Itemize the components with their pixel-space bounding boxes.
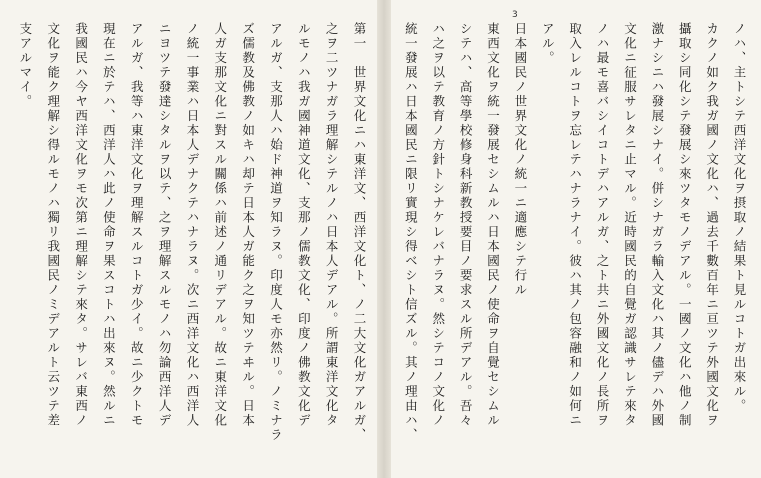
text-column: 攝取シ同化シテ發展シ來ツタモノデアル。一國ノ文化ハ他ノ制 bbox=[677, 22, 693, 428]
text-column: 文化ヲ能ク理解シ得ルモノハ獨リ我國民ノミデアルト云ツテ差 bbox=[45, 22, 61, 428]
text-column: 激ナシニハ發展シナイ。併シナガラ輸入文化ハ其ノ儘デハ外國 bbox=[649, 22, 665, 428]
section-heading: 日本國民ノ世界文化ノ統一ニ適應シテ行ル bbox=[512, 22, 528, 298]
text-column: ノ統一事業ハ日本人デナクテハナラヌ。次ニ西洋文化ハ西洋人 bbox=[184, 22, 200, 428]
text-column: 現在ニ於テハ、西洋人ハ此ノ使命ヲ果スコトハ出來ヌ。然ルニ bbox=[101, 22, 117, 428]
page-number: 3 bbox=[512, 10, 518, 20]
text-column: 取入レルコトヲ忘レテハナラナイ。彼ハ其ノ包容融和ノ如何ニ bbox=[567, 22, 583, 428]
text-column: アルガ、支那人ハ始ド神道ヲ知ラヌ。印度人モ亦然リ。ノミナラ bbox=[268, 22, 284, 443]
text-column: 東西文化ヲ統一發展セシムルハ日本國民ノ使命ヲ自覺セシムル bbox=[485, 22, 501, 428]
text-column: ハ之ヲ以テ教育ノ方針トシナケレバナラヌ。然シテコノ文化ノ bbox=[430, 22, 446, 428]
text-column: ニヨツテ發達シタルヲ以テ、之ヲ理解スルモノハ勿論西洋人デ bbox=[157, 22, 173, 428]
right-page-text bbox=[400, 22, 750, 462]
text-column: アルガ、我等ハ東洋文化ヲ理解スルコトガ少イ。故ニ少クトモ bbox=[129, 22, 145, 428]
text-column: ノハ、主トシテ西洋文化ヲ摂取ノ結果ト見ルコトガ出來ル。 bbox=[732, 22, 747, 414]
text-column: 支アルマイ。 bbox=[17, 22, 33, 109]
text-column: ノハ最モ喜バシイコトデハアルガ、之ト共ニ外國文化ノ長所ヲ bbox=[595, 22, 611, 428]
text-column: 文化ニ征服サレタニ止マル。近時國民的自覺ガ認識サレテ來タ bbox=[622, 22, 638, 428]
text-column: 我國民ハ今ヤ西洋文化ヲモ次第ニ理解シテ來タ。サレバ東西ノ bbox=[73, 22, 89, 428]
text-column: 之ヲ二ツナガラ理解シテルノハ日本人デアル。所謂東洋文化タ bbox=[324, 22, 340, 428]
text-column: 人ガ支那文化ニ對スル關係ハ前述ノ通リデアル。故ニ東洋文化 bbox=[212, 22, 228, 428]
left-page-text bbox=[14, 22, 370, 462]
text-column: カクノ如ク我ガ國ノ文化ハ、過去千數百年ニ亘ツテ外國文化ヲ bbox=[704, 22, 720, 428]
text-column: 統一發展ハ日本國民ニ限リ實現シ得ベシト信ズル。其ノ理由ハ、 bbox=[403, 22, 419, 443]
text-column: アル。 bbox=[540, 22, 556, 66]
text-column: 第一 世界文化ニハ東洋文、西洋文化ト、ノ二大文化ガアルガ、 bbox=[352, 22, 367, 443]
text-column: ルモノハ我ガ國神道文化、支那ノ儒教文化、印度ノ佛教文化デ bbox=[296, 22, 312, 428]
text-column: ズ儒教及佛教ノ如キハ却テ日本人ガ能ク之ヲ知ツテヰル。日本 bbox=[240, 22, 256, 428]
text-column: シテハ、高等學校修身科新教授要目ノ要求スル所デアル。吾々 bbox=[458, 22, 474, 428]
book-gutter bbox=[377, 0, 391, 478]
